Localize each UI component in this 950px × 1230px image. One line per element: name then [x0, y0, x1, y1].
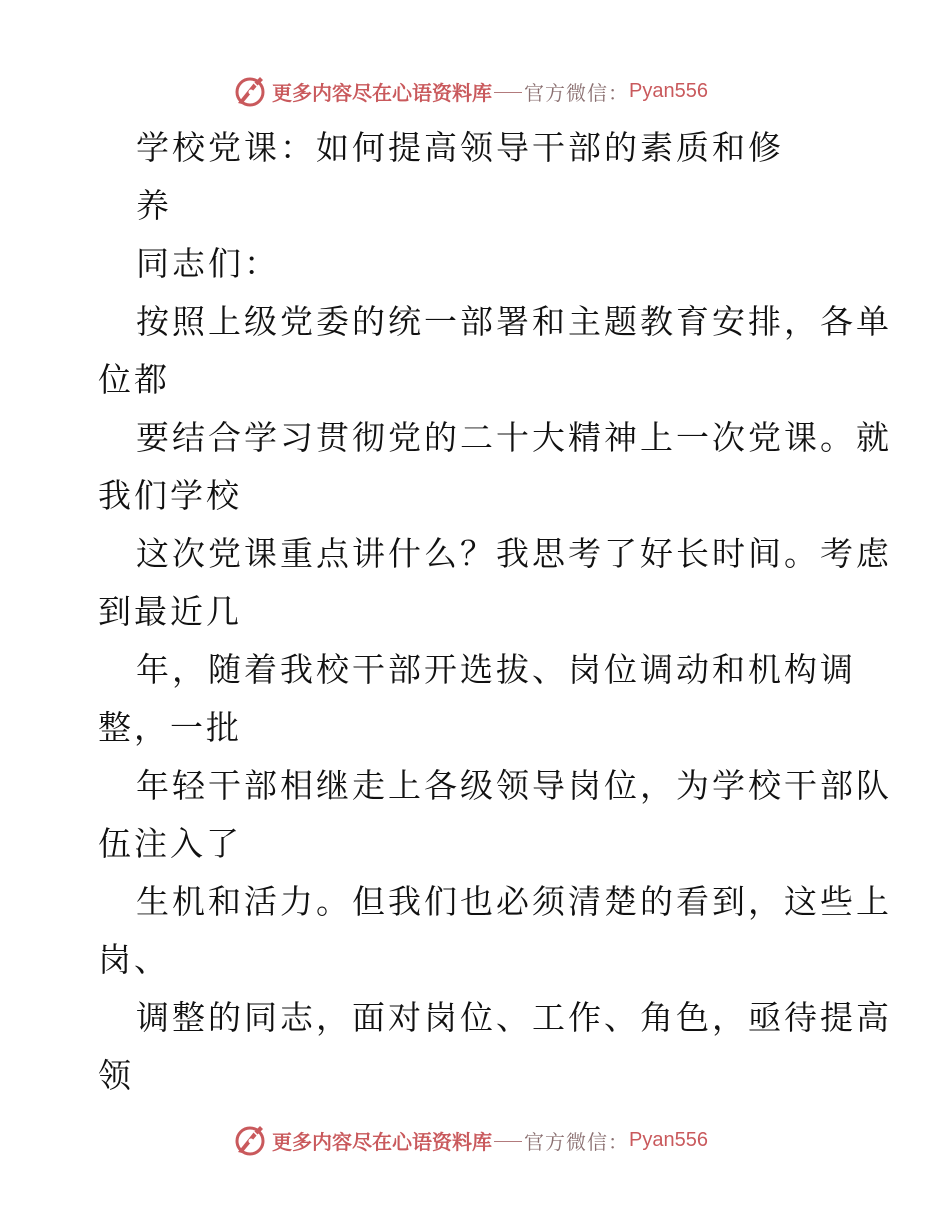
header-banner	[232, 72, 708, 110]
paragraph-line: 年，随着我校干部开选拔、岗位调动和机构调	[136, 650, 856, 689]
paragraph-line: 这次党课重点讲什么？我思考了好长时间。考虑	[136, 534, 892, 573]
paragraph-line: 岗、	[98, 940, 170, 979]
paragraph-line: 调整的同志，面对岗位、工作、角色，亟待提高	[136, 998, 892, 1037]
banner-wechat-label: 官方微信：	[524, 80, 629, 105]
footer-banner	[232, 1121, 708, 1159]
paragraph-line: 按照上级党委的统一部署和主题教育安排，各单	[136, 302, 892, 341]
paragraph-line: 年轻干部相继走上各级领导岗位，为学校干部队	[136, 766, 892, 805]
paragraph-line: 生机和活力。但我们也必须清楚的看到，这些上	[136, 882, 892, 921]
paragraph-line: 到最近几	[98, 592, 242, 631]
banner-wechat-label: 官方微信：	[524, 1129, 629, 1154]
banner-wechat-id: Pyan556	[629, 1128, 708, 1151]
paragraph-line: 伍注入了	[98, 824, 242, 863]
banner-site-text: 更多内容尽在心语资料库	[272, 80, 492, 105]
paragraph-line: 领	[98, 1056, 134, 1095]
document-title-line-1: 学校党课：如何提高领导干部的素质和修	[136, 128, 784, 167]
document-title-line-2: 养	[136, 186, 172, 225]
pen-logo-icon	[232, 73, 268, 109]
salutation: 同志们：	[136, 244, 280, 283]
paragraph-line: 整，一批	[98, 708, 242, 747]
banner-wechat-id: Pyan556	[629, 79, 708, 102]
banner-dash	[494, 1141, 522, 1142]
paragraph-line: 我们学校	[98, 476, 242, 515]
paragraph-line: 要结合学习贯彻党的二十大精神上一次党课。就	[136, 418, 892, 457]
banner-dash	[494, 92, 522, 93]
banner-site-text: 更多内容尽在心语资料库	[272, 1129, 492, 1154]
pen-logo-icon	[232, 1122, 268, 1158]
paragraph-line: 位都	[98, 360, 170, 399]
